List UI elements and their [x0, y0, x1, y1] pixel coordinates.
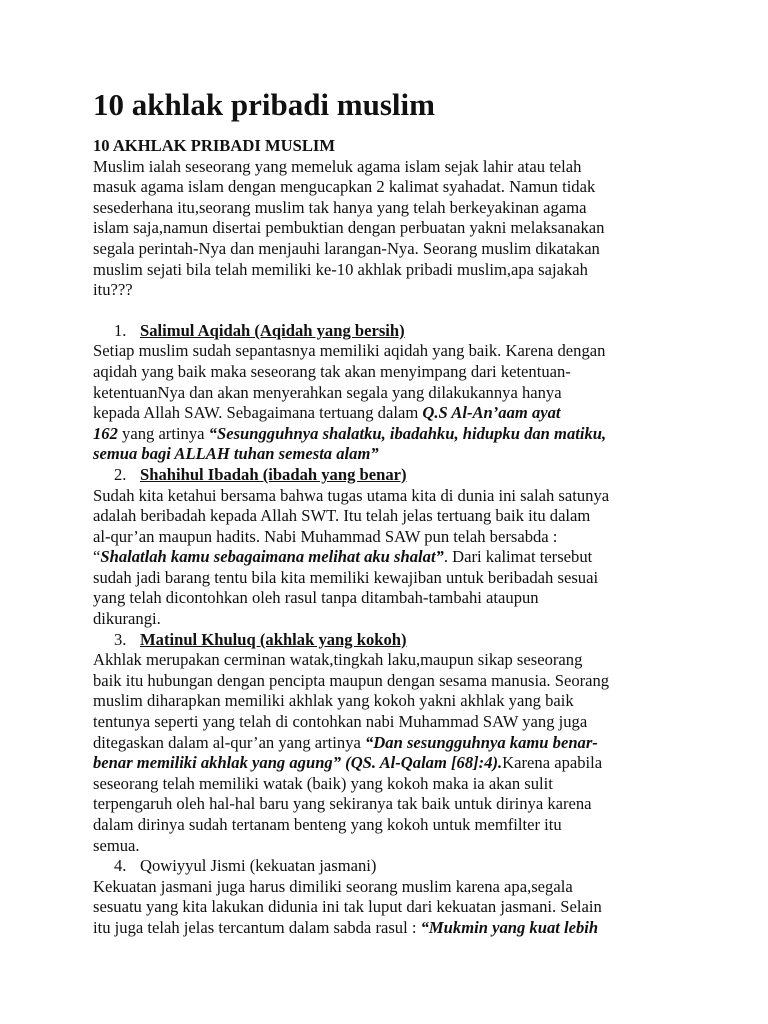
text-line: Muslim ialah seseorang yang memeluk agama islam sejak lahir atau telah — [93, 156, 582, 176]
list-item-heading — [93, 321, 693, 342]
text-line — [93, 733, 693, 754]
list-number: 4. — [114, 856, 127, 876]
text-line — [93, 403, 693, 424]
text-line: sesuatu yang kita lakukan didunia ini tak luput dari kekuatan jasmani. Selain — [93, 897, 602, 917]
list-item-heading — [93, 856, 693, 877]
text-line: Kekuatan jasmani juga harus dimiliki seorang muslim karena apa,segala — [93, 876, 573, 896]
list-heading-text: Matinul Khuluq (akhlak yang kokoh) — [140, 629, 407, 649]
text-run: yang artinya — [117, 423, 209, 443]
text-line: yang telah dicontohkan oleh rasul tanpa ditambah-tambahi ataupun — [93, 588, 539, 608]
quote-text: semua bagi ALLAH tuhan semesta alam” — [93, 444, 379, 464]
text-line: sesederhana itu,seorang muslim tak hanya yang telah berkeyakinan agama — [93, 197, 587, 217]
quran-reference: Q.S Al-An’aam ayat — [422, 403, 561, 423]
text-run: kepada Allah SAW. Sebagaimana tertuang dalam — [93, 403, 423, 423]
list-item-heading — [93, 465, 693, 486]
text-line: Setiap muslim sudah sepantasnya memiliki aqidah yang baik. Karena dengan — [93, 341, 606, 361]
quran-reference: 162 — [93, 423, 118, 443]
text-line: Akhlak merupakan cerminan watak,tingkah laku,maupun sikap seseorang — [93, 650, 583, 670]
text-line — [93, 753, 693, 774]
text-line — [93, 547, 693, 568]
text-line: dalam dirinya sudah tertanam benteng yang kokoh untuk memfilter itu — [93, 815, 562, 834]
quote-text: “Dan sesungguhnya kamu benar- — [365, 732, 598, 752]
item-paragraph — [93, 650, 693, 856]
list-heading-text: Qowiyyul Jismi (kekuatan jasmani) — [140, 856, 377, 876]
text-line: baik itu hubungan dengan pencipta maupun dengan sesama manusia. Seorang — [93, 670, 610, 690]
text-line: segala perintah-Nya dan menjauhi larangan-Nya. Seorang muslim dikatakan — [93, 238, 600, 258]
text-line: aqidah yang baik maka seseorang tak akan menyimpang dari ketentuan- — [93, 361, 571, 381]
text-line: sudah jadi barang tentu bila kita memiliki kewajiban untuk beribadah sesuai — [93, 567, 599, 587]
intro-paragraph — [93, 157, 693, 301]
text-line: adalah beribadah kepada Allah SWT. Itu telah jelas tertuang baik itu dalam — [93, 506, 591, 526]
quote-text: Shalatlah kamu sebagaimana melihat aku shalat” — [100, 547, 444, 567]
text-run: . Dari kalimat tersebut — [443, 547, 593, 567]
text-run: ditegaskan dalam al-qur’an yang artinya — [93, 732, 365, 752]
text-line — [93, 424, 693, 445]
quote-text: “Sesungguhnya shalatku, ibadahku, hidupku dan matiku, — [208, 423, 607, 443]
list-item-heading — [93, 630, 693, 651]
text-line: masuk agama islam dengan mengucapkan 2 kalimat syahadat. Namun tidak — [93, 177, 596, 197]
item-paragraph — [93, 341, 693, 465]
text-line: semua. — [93, 835, 140, 855]
text-line: muslim sejati bila telah memiliki ke-10 akhlak pribadi muslim,apa sajakah — [93, 259, 588, 279]
text-run: Karena apabila — [502, 753, 603, 773]
item-paragraph — [93, 486, 693, 630]
document-title: 10 akhlak pribadi muslim — [93, 87, 435, 122]
text-line: tentunya seperti yang telah di contohkan nabi Muhammad SAW yang juga — [93, 712, 588, 732]
text-line: islam saja,namun disertai pembuktian dengan perbuatan yakni melaksanakan — [93, 218, 605, 238]
text-line: itu??? — [93, 280, 133, 300]
list-heading-text: Salimul Aqidah (Aqidah yang bersih) — [140, 320, 405, 340]
paragraph-spacer — [93, 301, 693, 321]
section-subtitle: 10 AKHLAK PRIBADI MUSLIM — [93, 136, 336, 155]
list-number: 2. — [114, 464, 127, 484]
list-heading-text: Shahihul Ibadah (ibadah yang benar) — [140, 464, 407, 484]
text-line — [93, 918, 693, 939]
text-line: dikurangi. — [93, 609, 161, 629]
text-line: al-qur’an maupun hadits. Nabi Muhammad SAW pun telah bersabda : — [93, 526, 558, 546]
list-number: 1. — [114, 320, 127, 340]
quote-text: “Mukmin yang kuat lebih — [420, 917, 599, 937]
document-body — [93, 136, 693, 939]
list-number: 3. — [114, 629, 127, 649]
text-run: “ — [93, 547, 101, 567]
text-line: Sudah kita ketahui bersama bahwa tugas utama kita di dunia ini salah satunya — [93, 485, 610, 505]
text-line: muslim diharapkan memiliki akhlak yang kokoh yakni akhlak yang baik — [93, 691, 574, 711]
text-run: itu juga telah jelas tercantum dalam sabda rasul : — [93, 917, 421, 937]
text-line: terpengaruh oleh hal-hal baru yang sekiranya tak baik untuk dirinya karena — [93, 794, 592, 814]
text-line: seseorang telah memiliki watak (baik) yang kokoh maka ia akan sulit — [93, 773, 553, 793]
quote-text: benar memiliki akhlak yang agung” (QS. Al-Qalam [68]:4). — [93, 753, 503, 773]
item-paragraph — [93, 877, 693, 939]
text-line: ketentuanNya dan akan menyerahkan segala yang dilakukannya hanya — [93, 382, 562, 402]
